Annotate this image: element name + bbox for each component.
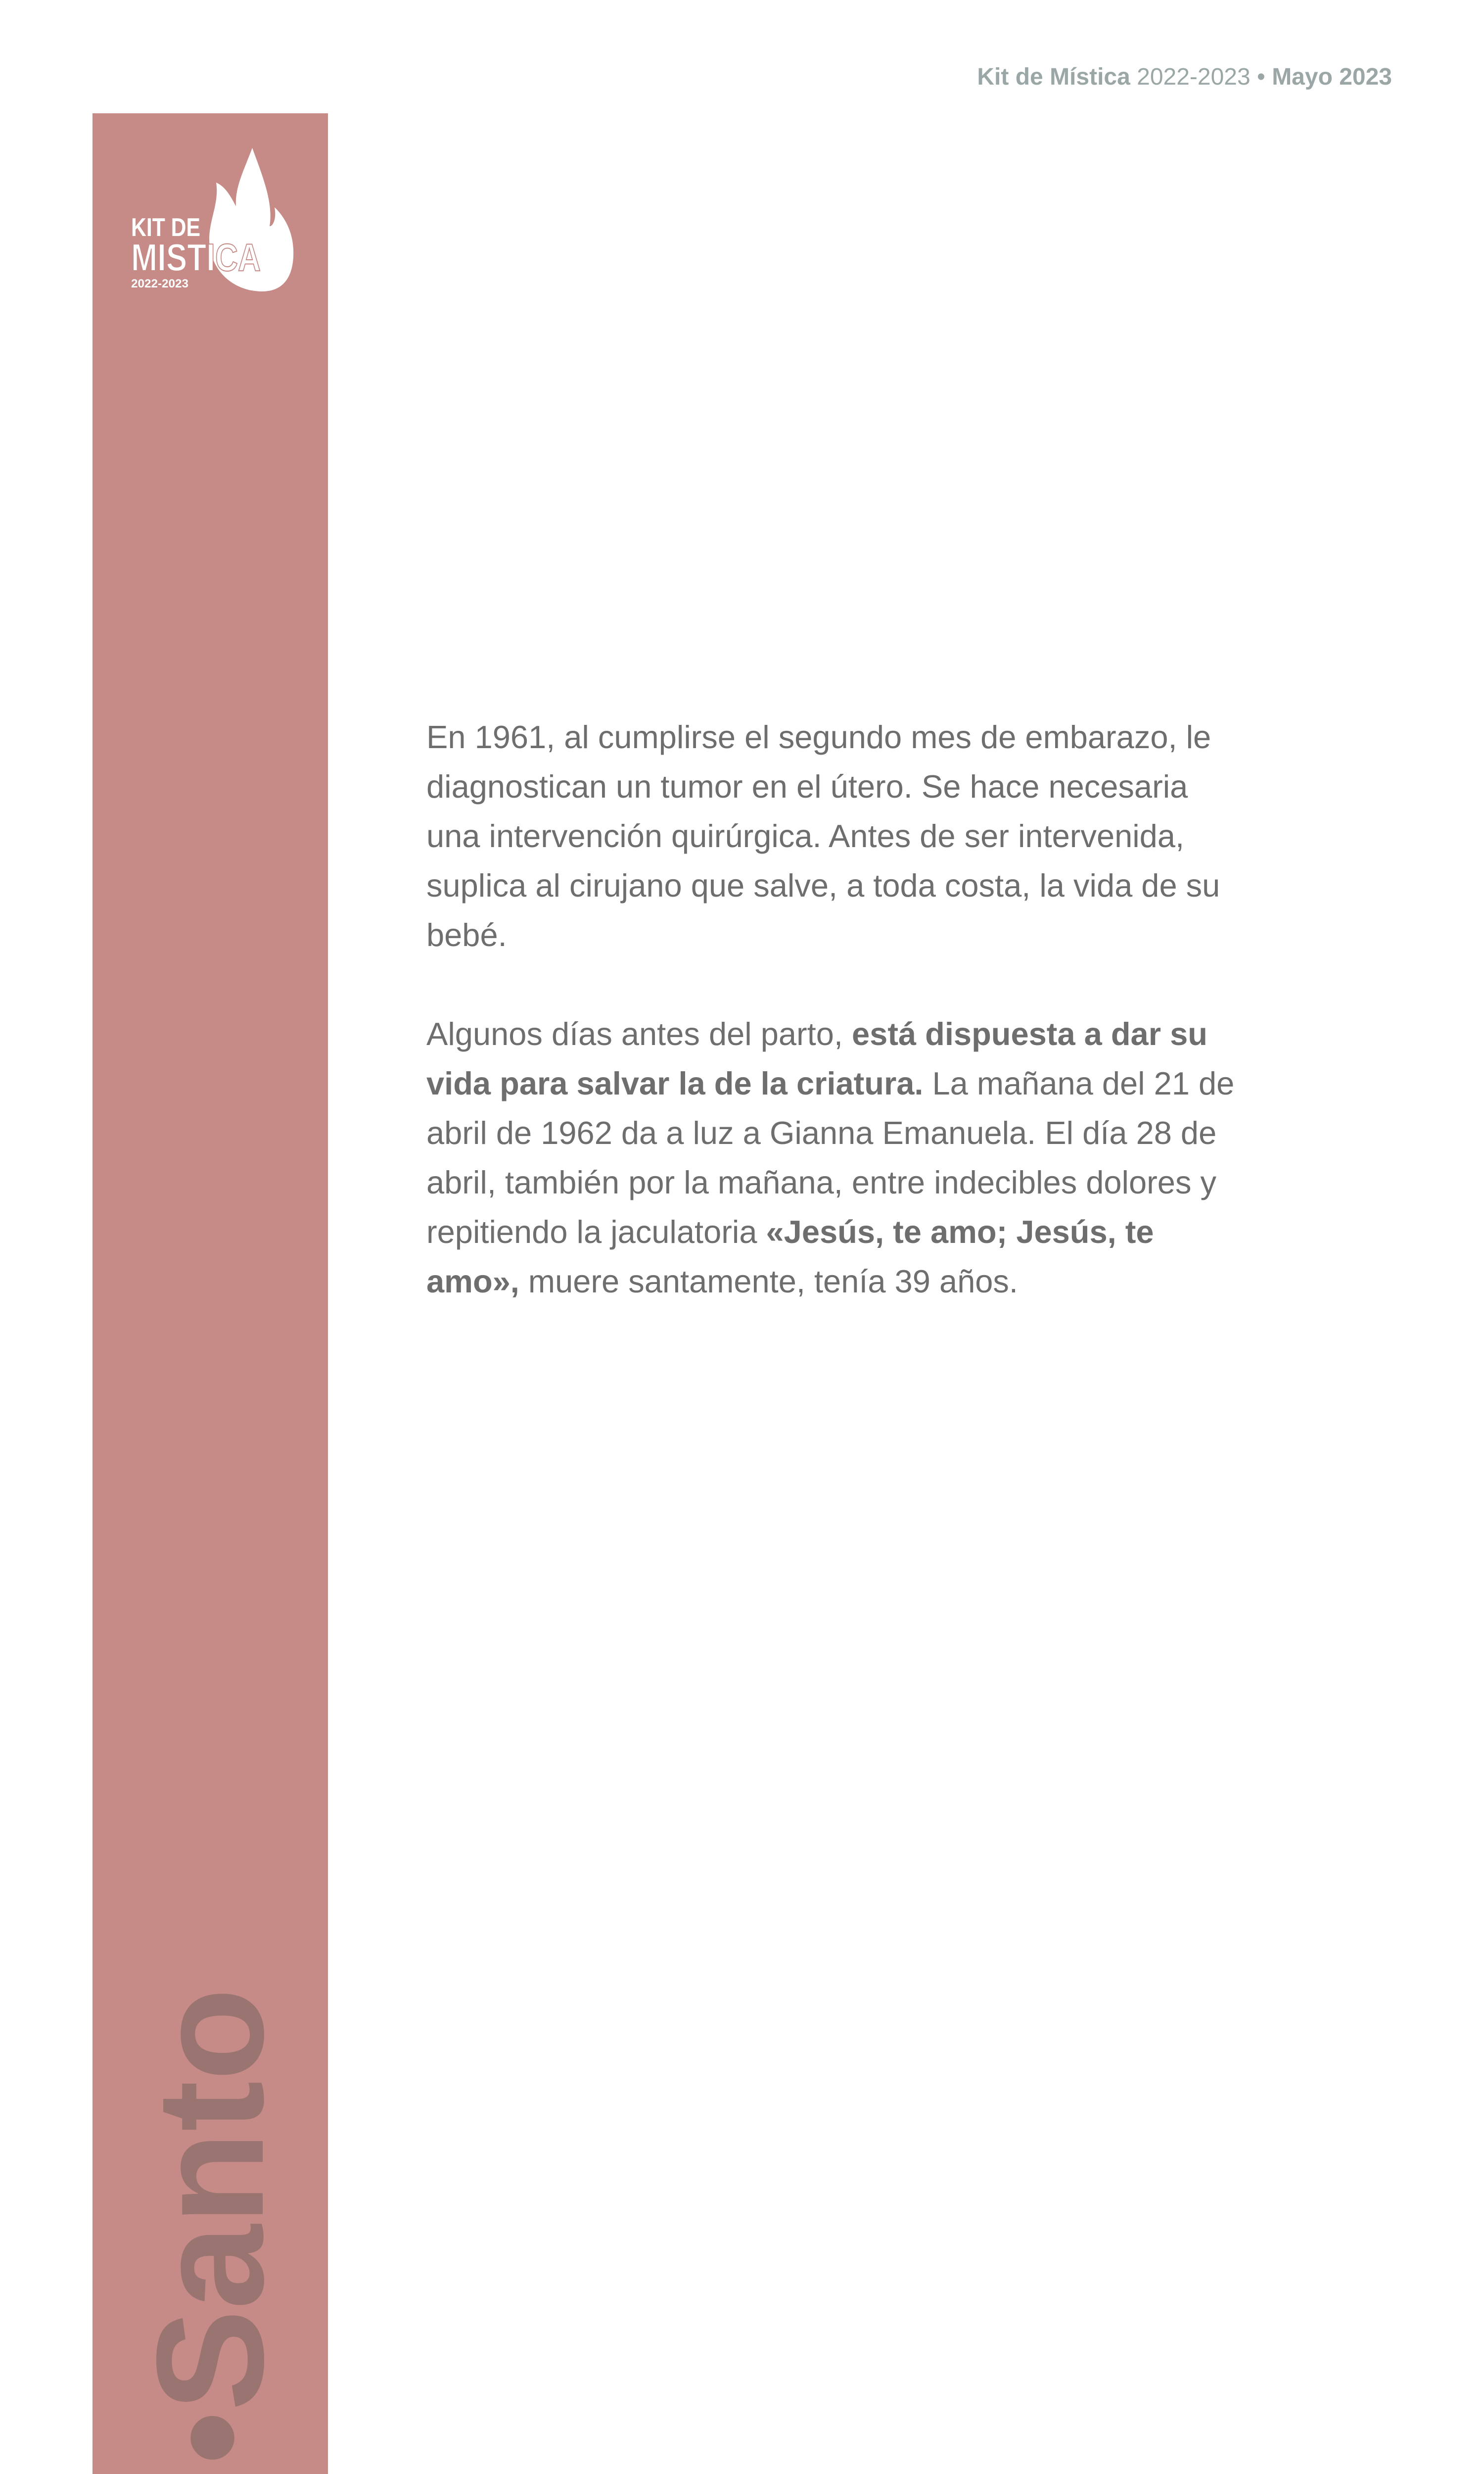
kit-de-mistica-logo bbox=[126, 148, 294, 301]
logo-line2: MISTICA bbox=[131, 236, 261, 279]
logo-line3: 2022-2023 bbox=[131, 277, 188, 290]
page-header bbox=[977, 63, 1392, 91]
paragraph-2-part3: muere santamente, tenía 39 años. bbox=[519, 1263, 1018, 1299]
paragraph-2-part2: La mañana del 21 de abril de 1962 da a luz a Gianna Emanuela. El día 28 de abril, también por la mañana, entre indecibles dolores y repitiendo la jaculatoria bbox=[426, 1065, 1235, 1250]
header-month: Mayo 2023 bbox=[1272, 64, 1392, 90]
vertical-word-santo: •Santo bbox=[125, 1988, 295, 2465]
sidebar-band bbox=[93, 113, 328, 2474]
paragraph-1: En 1961, al cumplirse el segundo mes de embarazo, le diagnostican un tumor en el útero. Se hace necesaria una intervención quirúrgica. Antes de ser intervenida, suplica al cirujano que salve, a toda costa, la vida de su bebé. bbox=[426, 719, 1220, 953]
header-separator: • bbox=[1257, 64, 1265, 90]
header-kit-label: Kit de Mística bbox=[977, 64, 1130, 90]
paragraph-2-bold2: «Jesús, te amo; Jesús, te amo», bbox=[426, 1214, 1154, 1299]
paragraph-2-part1: Algunos días antes del parto, bbox=[426, 1016, 852, 1052]
logo-line1: KIT DE bbox=[131, 213, 200, 242]
header-years: 2022-2023 bbox=[1137, 64, 1251, 90]
main-content bbox=[426, 713, 1248, 1356]
paragraph-2 bbox=[426, 1009, 1248, 1306]
paragraph-2-bold1: está dispuesta a dar su vida para salvar la de la criatura. bbox=[426, 1016, 1207, 1101]
